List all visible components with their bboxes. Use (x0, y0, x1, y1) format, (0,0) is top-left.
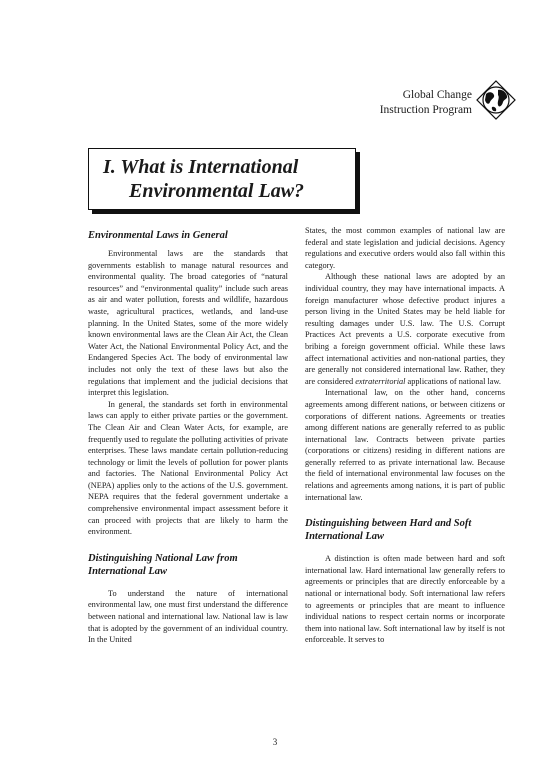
paragraph: A distinction is often made between hard and soft international law. Hard international law generally refers to agreements or principles that are directly enforceable by a national or international body. Soft international law refers to agreements or principles that are meant to influence individual nations to respect certain norms or incorporate them into national law. Soft international law by itself is not enforceable. It serves to (305, 554, 505, 645)
chapter-title-line-2: Environmental Law? (129, 180, 305, 202)
paragraph-text: Although these national laws are adopted by an individual country, they may have international impacts. A foreign manufacturer whose defective product injures a person living in the United States may be held liable for resulting damages under U.S. law. The U.S. Corrupt Practices Act prevents a U.S. corporate executive from bribing a foreign government official. While these laws affect international activities and non-national parties, they are generally not considered international law. Rather, they are considered (305, 272, 505, 386)
right-column (305, 225, 505, 646)
section-heading-hard-vs-soft: Distinguishing between Hard and Soft International Law (305, 518, 472, 543)
emphasis-extraterritorial: extraterritorial (355, 376, 406, 386)
section-heading-national-vs-international: Distinguishing National Law from International Law (88, 552, 238, 577)
paragraph-tail: applications of national law. (405, 376, 502, 386)
program-header (380, 88, 472, 118)
paragraph: To understand the nature of international environmental law, one must first understand the difference between national and international law. National law is law that is adopted by the government of an individual country. In the United (88, 588, 288, 645)
paragraph: Environmental laws are the standards that governments establish to manage natural resources and environmental quality. The broad categories of “natural resources” and “environmental quality” include such areas as air and water pollution, forests and wildlife, hazardous waste, agricultural practices, wetlands, and land-use planning. In the United States, some of the more widely known environmental laws are the Clean Air Act, the Clean Water Act, the National Environmental Policy Act, and the Endangered Species Act. The body of environmental law includes not only the text of these laws but also the regulations that implement and the judicial decisions that interpret this legislation. (88, 249, 288, 398)
program-line-1: Global Change (402, 89, 472, 101)
page-number: 3 (272, 737, 278, 747)
chapter-title-box (88, 148, 356, 210)
section-heading-laws-in-general: Environmental Laws in General (88, 230, 228, 241)
paragraph (305, 271, 505, 387)
chapter-title-line-1: I. What is International (103, 156, 299, 178)
program-line-2: Instruction Program (379, 104, 472, 116)
paragraph: International law, on the other hand, concerns agreements among different nations, or between citizens or corporations of different nations. Agreements or treaties among different nations are generally referred to as public international law. Contracts between private parties (corporations or citizens) residing in different nations are generally referred to as private international law. Because the field of international environmental law focuses on the relations and agreements among nations, it is part of public international law. (305, 388, 505, 502)
left-column (88, 225, 288, 646)
globe-icon (476, 80, 516, 120)
paragraph: In general, the standards set forth in environmental laws can apply to either private parties or the government. The Clean Air and Clean Water Acts, for example, are frequently used to regulate the polluting activities of private enterprises. These laws mandate certain pollution-reducing technology or limit the levels of pollution for power plants and factories. The National Environmental Policy Act (NEPA) applies only to the actions of the U.S. government. NEPA requires that the federal government undertake a comprehensive environmental impact assessment before it can proceed with projects that are likely to harm the environment. (88, 399, 288, 537)
paragraph: States, the most common examples of national law are federal and state legislation and judicial decisions. Agency regulations and executive orders would also fall within this category. (305, 226, 505, 270)
